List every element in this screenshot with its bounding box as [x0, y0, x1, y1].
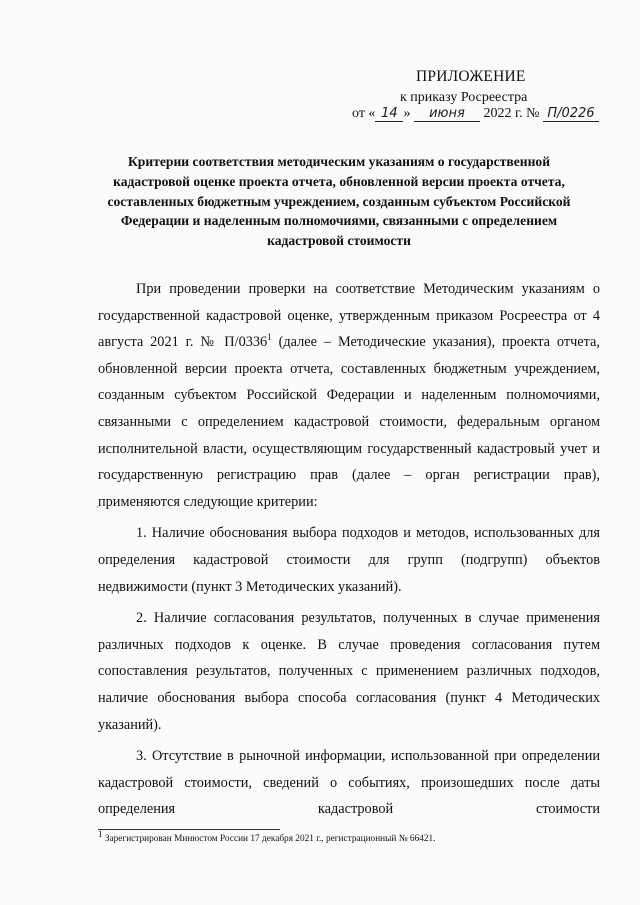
- order-reference: к приказу Росреестра: [400, 90, 528, 105]
- handwritten-day: 14: [375, 106, 403, 122]
- document-body: [98, 276, 600, 823]
- date-close-quote: »: [403, 106, 411, 121]
- footnote: [98, 829, 436, 845]
- date-prefix: от «: [352, 106, 376, 121]
- footnote-text: Зарегистрирован Минюстом России 17 декабря 2021 г., регистрационный № 66421.: [102, 834, 436, 845]
- document-title: Критерии соответствия методическим указаниям о государственной кадастровой оценке проекта отчета, обновленной версии проекта отчета, составленных бюджетным учреждением, созданным субъектом Российской Федерации и наделенным полномочиями, связанными с определением кадастровой стоимости: [107, 154, 571, 249]
- footnote-divider: [98, 829, 280, 830]
- footnote-marker: 1: [98, 829, 103, 839]
- date-year-number-label: 2022 г. №: [483, 106, 540, 121]
- appendix-label: ПРИЛОЖЕНИЕ: [416, 68, 526, 85]
- criterion-1: 1. Наличие обоснования выбора подходов и методов, использованных для определения кадастровой стоимости для групп (подгрупп) объектов недвижимости (пункт 3 Методических указаний).: [98, 525, 600, 595]
- intro-text-start: При проведении проверки на соответствие Методическим указаниям о государственной кадастровой оценке, утвержденным приказом Росреестра от 4 августа 2021 г. № П/0336: [98, 281, 600, 351]
- handwritten-order-number: П/0226: [543, 106, 599, 122]
- intro-text-end: (далее – Методические указания), проекта отчета, обновленной версии проекта отчета, составленных бюджетным учреждением, созданным субъектом Российской Федерации и наделенным полномочиями, связанными с определением кадастровой стоимости, федеральным органом исполнительной власти, осуществляющим государственный кадастровый учет и государственную регистрацию прав (далее – орган регистрации прав), применяются следующие критерии:: [98, 334, 600, 510]
- criterion-3: 3. Отсутствие в рыночной информации, использованной при определении кадастровой стоимости, сведений о событиях, произошедших после даты определения кадастровой стоимости: [98, 748, 600, 818]
- footnote-reference: 1: [267, 332, 272, 343]
- intro-paragraph: [98, 276, 600, 515]
- criterion-2: 2. Наличие согласования результатов, полученных в случае применения различных подходов к оценке. В случае проведения согласования путем сопоставления результатов, полученных с применением различных подходов, наличие обоснования выбора способа согласования (пункт 4 Методических указаний).: [98, 610, 600, 733]
- order-date-line: [352, 106, 599, 122]
- stray-mark: `: [96, 506, 100, 517]
- handwritten-month: июня: [414, 106, 480, 122]
